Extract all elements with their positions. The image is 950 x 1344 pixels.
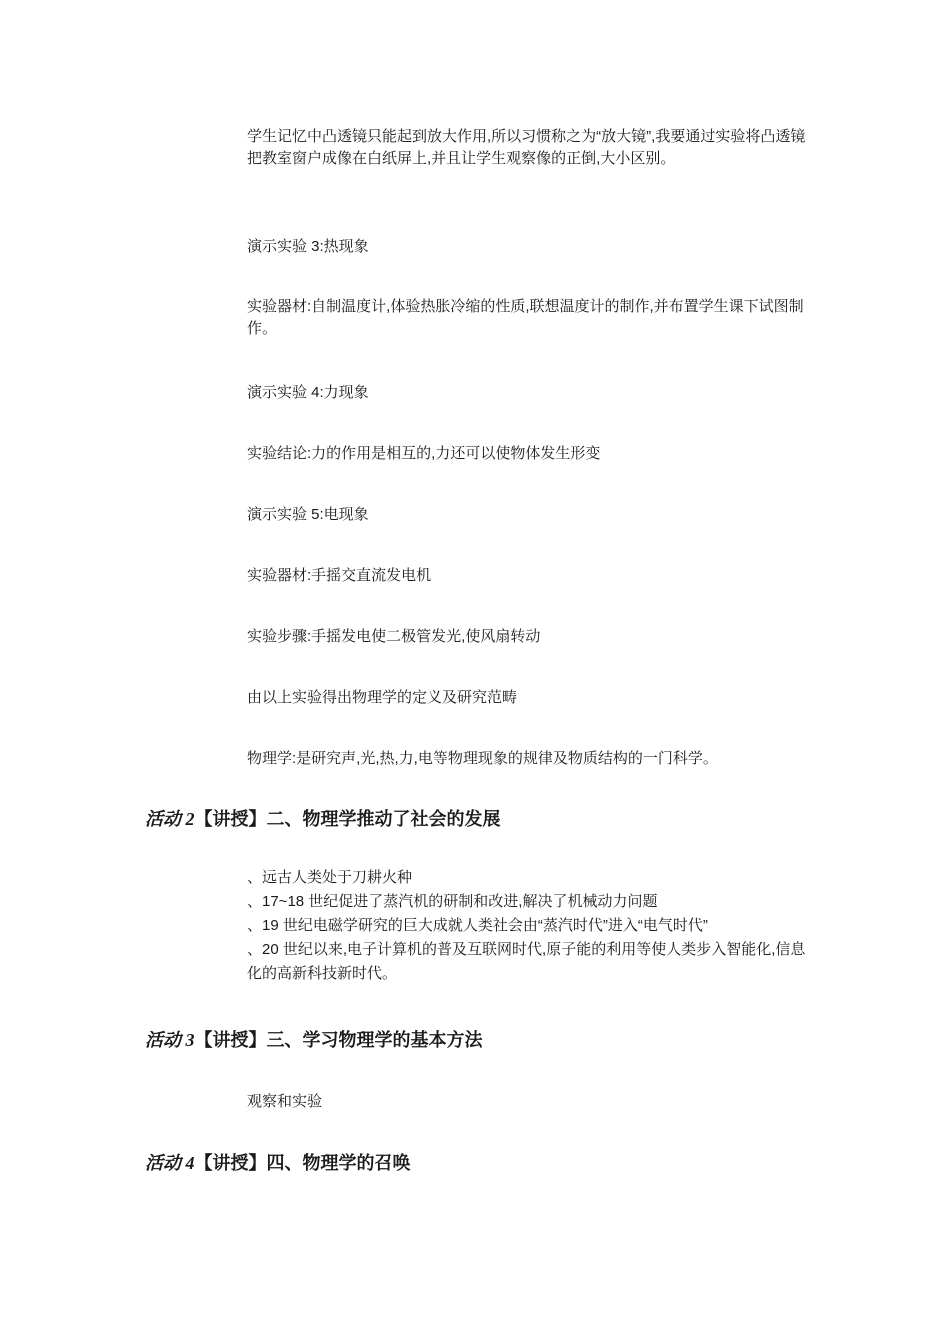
heading-activity-2	[145, 807, 845, 831]
paragraph-definition-intro: 由以上实验得出物理学的定义及研究范畴	[247, 689, 518, 706]
paragraph-demo-5-equipment: 实验器材:手摇交直流发电机	[247, 567, 432, 584]
activity-label: 活动 2	[145, 809, 195, 829]
activity-label: 活动 3	[145, 1030, 195, 1050]
list-item: 、远古人类处于刀耕火种	[247, 869, 413, 886]
paragraph-convex-lens: 学生记忆中凸透镜只能起到放大作用,所以习惯称之为“放大镜”,我要通过实验将凸透镜把教室窗户成像在白纸屏上,并且让学生观察像的正倒,大小区别。	[247, 128, 806, 167]
paragraph-demo-4-title: 演示实验 4:力现象	[247, 384, 369, 401]
list-item: 、19 世纪电磁学研究的巨大成就人类社会由“蒸汽时代”进入“电气时代”	[247, 917, 708, 934]
paragraph-demo-5-steps: 实验步骤:手摇发电使二极管发光,使风扇转动	[247, 628, 541, 645]
paragraph-physics-definition: 物理学:是研究声,光,热,力,电等物理现象的规律及物质结构的一门科学。	[247, 750, 718, 767]
paragraph-observation-experiment: 观察和实验	[247, 1093, 323, 1110]
heading-activity-3	[145, 1028, 845, 1052]
development-list	[247, 866, 817, 986]
activity-label: 活动 4	[145, 1153, 195, 1173]
paragraph-demo-5-title: 演示实验 5:电现象	[247, 506, 369, 523]
heading-text: 【讲授】三、学习物理学的基本方法	[194, 1030, 483, 1050]
heading-activity-4	[145, 1151, 845, 1175]
paragraph-demo-4-conclusion: 实验结论:力的作用是相互的,力还可以使物体发生形变	[247, 445, 601, 462]
paragraph-demo-3-title: 演示实验 3:热现象	[247, 238, 369, 255]
paragraph-demo-3-equipment: 实验器材:自制温度计,体验热胀冷缩的性质,联想温度计的制作,并布置学生课下试图制作。	[247, 298, 804, 337]
heading-text: 【讲授】四、物理学的召唤	[194, 1153, 411, 1173]
list-item: 、17~18 世纪促进了蒸汽机的研制和改进,解决了机械动力问题	[247, 893, 658, 910]
list-item: 、20 世纪以来,电子计算机的普及互联网时代,原子能的利用等使人类步入智能化,信息化的高新科技新时代。	[247, 941, 806, 982]
heading-text: 【讲授】二、物理学推动了社会的发展	[194, 809, 501, 829]
